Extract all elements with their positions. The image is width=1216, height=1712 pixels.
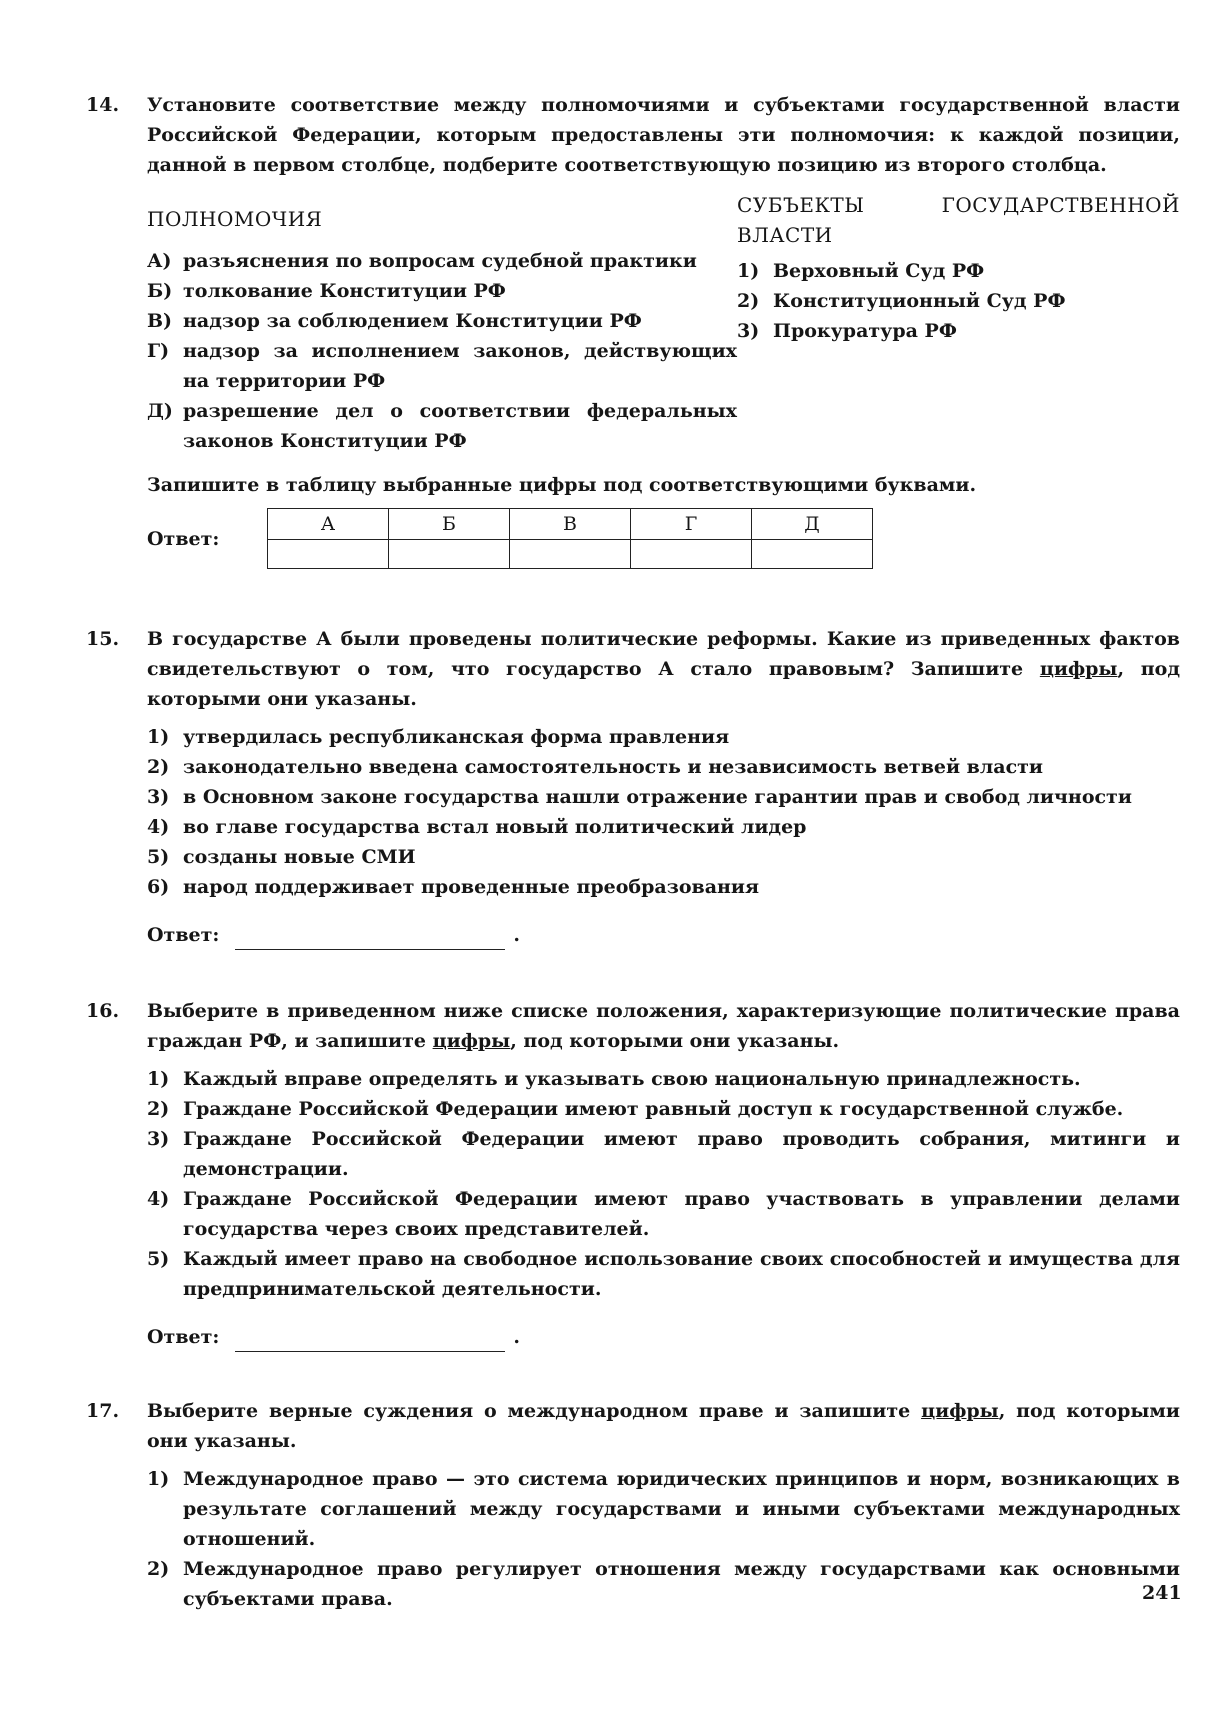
list-item: 5) созданы новые СМИ [147,846,416,868]
task-number: 14. [86,94,120,116]
subjects-header: СУБЪЕКТЫ ГОСУДАРСТВЕННОЙ ВЛАСТИ [737,193,1180,247]
answer-cell[interactable] [631,540,752,569]
list-item: 4) во главе государства встал новый политический лидер [147,816,807,838]
table-header: А [268,509,389,540]
task-16: 16. Выберите в приведенном ниже списке положения, характеризующие политические права граждан РФ, и запишите цифры, под которыми они указаны. 1) Каждый вправе определять и указывать свою национальную принадлежность. 2) Граждане Российской Федерации имеют равный доступ к государственной службе. 3) Граждане Российской Федерации имеют право проводить собрания, митинги и демонстрации. 4) Граждане Российской Федерации имеют право участвовать в управлении делами государства через своих представителей. 5) Каждый имеет право на свободное использование своих способностей и имущества для предпринимательской деятельности. Ответ: . [86,996,1180,1352]
list-item: 1) Международное право — это система юридических принципов и норм, возникающих в результате соглашений между государствами и иными субъектами международных отношений. [147,1468,1180,1550]
task-question: В государстве А были проведены политические реформы. Какие из приведенных фактов свидетельствуют о том, что государство А стало правовым? Запишите цифры, под которыми они указаны. [147,628,1180,710]
list-item: 1) утвердилась республиканская форма правления [147,726,730,748]
list-item: А) разъяснения по вопросам судебной практики [147,250,697,272]
list-item: Г) надзор за исполнением законов, действующих на территории РФ [147,340,737,392]
list-item: 3) Прокуратура РФ [737,320,957,342]
list-item: 2) Международное право регулирует отношения между государствами как основными субъектами права. [147,1558,1180,1610]
answer-cell[interactable] [268,540,389,569]
subjects-column [737,190,1180,456]
table-header: Д [752,509,873,540]
list-item: 1) Верховный Суд РФ [737,260,985,282]
answer-label: Ответ: [147,527,220,550]
list-item: 2) законодательно введена самостоятельность и независимость ветвей власти [147,756,1044,778]
list-item: 3) в Основном законе государства нашли отражение гарантии прав и свобод личности [147,786,1132,808]
list-item: Б) толкование Конституции РФ [147,280,506,302]
page-number: 241 [1142,1582,1182,1604]
task-number: 15. [86,628,120,650]
powers-header: ПОЛНОМОЧИЯ [147,207,323,231]
powers-column [147,190,737,456]
answer-cell[interactable] [389,540,510,569]
answer-label: Ответ: [147,1326,220,1348]
list-item: 2) Конституционный Суд РФ [737,290,1066,312]
answer-label: Ответ: [147,924,220,946]
table-header: Г [631,509,752,540]
list-item: 4) Граждане Российской Федерации имеют право участвовать в управлении делами государства через своих представителей. [147,1188,1180,1240]
answer-blank[interactable] [235,927,505,950]
answer-blank[interactable] [235,1329,505,1352]
table-header: Б [389,509,510,540]
task-14 [86,90,1180,569]
list-item: 3) Граждане Российской Федерации имеют право проводить собрания, митинги и демонстрации. [147,1128,1180,1180]
list-item: В) надзор за соблюдением Конституции РФ [147,310,642,332]
answer-cell[interactable] [510,540,631,569]
answer-cell[interactable] [752,540,873,569]
table-header: В [510,509,631,540]
list-item: 6) народ поддерживает проведенные преобразования [147,876,760,898]
list-item: Д) разрешение дел о соответствии федеральных законов Конституции РФ [147,400,737,452]
instruction: Запишите в таблицу выбранные цифры под соответствующими буквами. [147,474,977,496]
list-item: 1) Каждый вправе определять и указывать свою национальную принадлежность. [147,1068,1081,1090]
task-17 [86,1396,1180,1614]
task-15: 15. В государстве А были проведены политические реформы. Какие из приведенных фактов свидетельствуют о том, что государство А стало правовым? Запишите цифры, под которыми они указаны. 1) утвердилась республиканская форма правления 2) законодательно введена самостоятельность и независимость ветвей власти 3) в Основном законе государства нашли отражение гарантии прав и свобод личности 4) во главе государства встал новый политический лидер 5) созданы новые СМИ 6) народ поддерживает проведенные преобразования Ответ: . [86,624,1180,950]
list-item: 2) Граждане Российской Федерации имеют равный доступ к государственной службе. [147,1098,1124,1120]
task-question: Установите соответствие между полномочиями и субъектами государственной власти Российской Федерации, которым предоставлены эти полномочия: к каждой позиции, данной в первом столбце, подберите соответствующую позицию из второго столбца. [147,94,1180,176]
task-question: Выберите в приведенном ниже списке положения, характеризующие политические права граждан РФ, и запишите цифры, под которыми они указаны. [147,1000,1180,1052]
task-number: 17. [86,1400,120,1422]
list-item: 5) Каждый имеет право на свободное использование своих способностей и имущества для предпринимательской деятельности. [147,1248,1180,1300]
answer-table [267,508,873,569]
task-number: 16. [86,1000,120,1022]
task-question: Выберите верные суждения о международном праве и запишите цифры, под которыми они указаны. [147,1400,1180,1452]
